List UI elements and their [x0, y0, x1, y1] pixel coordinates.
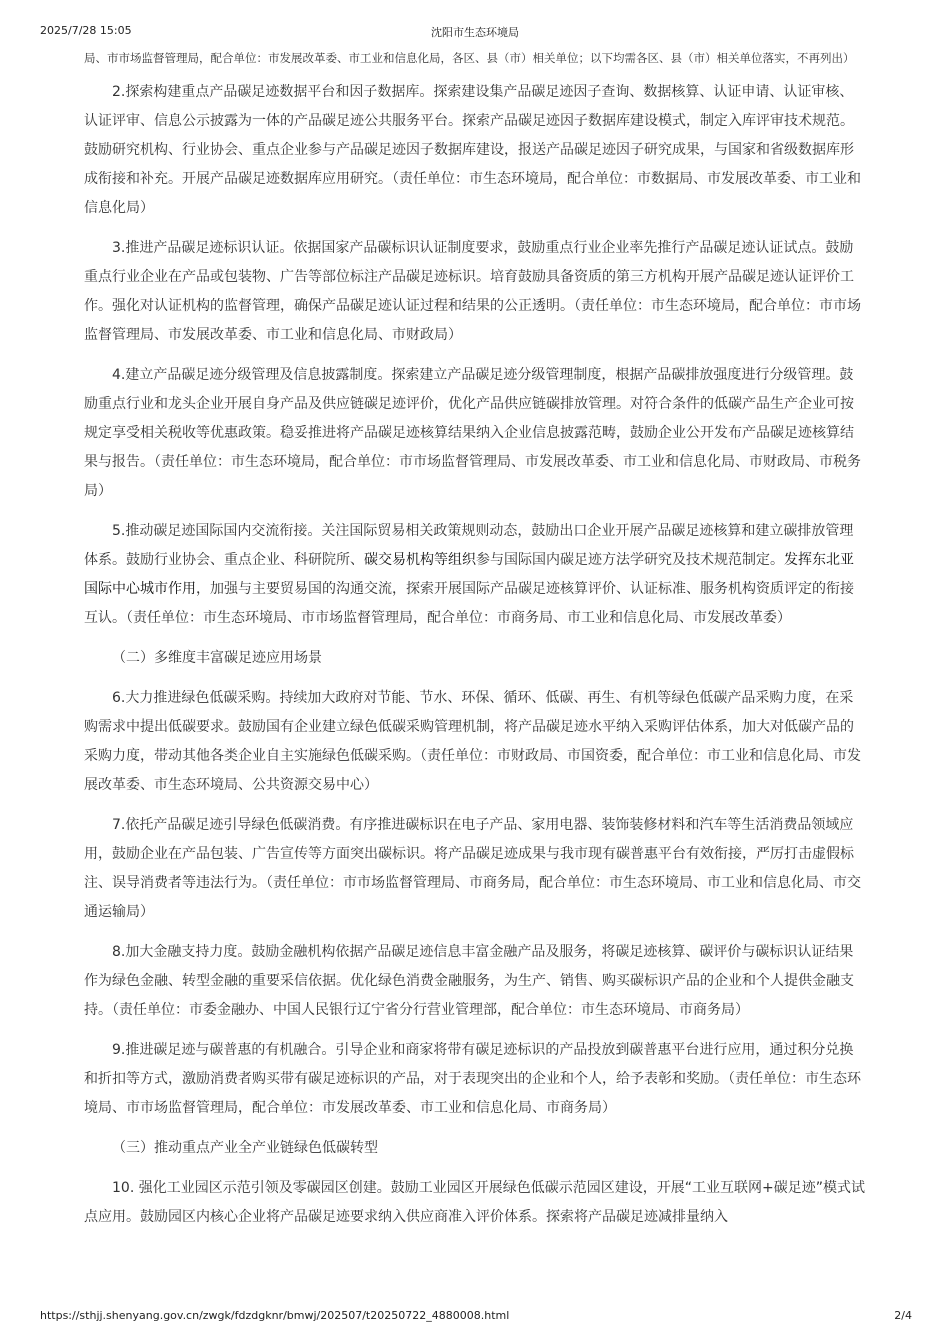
- document-body: [84, 46, 866, 1243]
- item-4: 4.建立产品碳足迹分级管理及信息披露制度。探索建立产品碳足迹分级管理制度，根据产品碳排放强度进行分级管理。鼓励重点行业和龙头企业开展自身产品及供应链碳足迹评价，优化产品供应链碳排放管理。对符合条件的低碳产品生产企业可按规定享受相关税收等优惠政策。稳妥推进将产品碳足迹核算结果纳入企业信息披露范畴，鼓励企业公开发布产品碳足迹核算结果与报告。（责任单位：市生态环境局，配合单位：市市场监督管理局、市发展改革委、市工业和信息化局、市财政局、市税务局）: [84, 367, 861, 499]
- item-5-text-3: ，加强与主要贸易国的沟通交流，探索开展国际产品碳足迹核算评价、认证标准、服务机构资质评定的衔接互认。（责任单位：市生态环境局、市市场监督管理局，配合单位：市商务局、市工业和信息化局、市发展改革委）: [84, 581, 854, 626]
- item-5: [84, 517, 866, 633]
- item-8: 8.加大金融支持力度。鼓励金融机构依据产品碳足迹信息丰富金融产品及服务，将碳足迹核算、碳评价与碳标识认证结果作为绿色金融、转型金融的重要采信依据。优化绿色消费金融服务，为生产、销售、购买碳标识产品的企业和个人提供金融支持。（责任单位：市委金融办、中国人民银行辽宁省分行营业管理部，配合单位：市生态环境局、市商务局）: [84, 944, 854, 1018]
- item-3: 3.推进产品碳足迹标识认证。依据国家产品碳标识认证制度要求，鼓励重点行业企业率先推行产品碳足迹认证试点。鼓励重点行业企业在产品或包装物、广告等部位标注产品碳足迹标识。培育鼓励具备资质的第三方机构开展产品碳足迹认证评价工作。强化对认证机构的监督管理，确保产品碳足迹认证过程和结果的公正透明。（责任单位：市生态环境局，配合单位：市市场监督管理局、市发展改革委、市工业和信息化局、市财政局）: [84, 240, 861, 343]
- item-5-text-2: 参与国际国内碳足迹方法学研究及技术规范制定。: [476, 552, 784, 568]
- item-9: 9.推进碳足迹与碳普惠的有机融合。引导企业和商家将带有碳足迹标识的产品投放到碳普惠平台进行应用，通过积分兑换和折扣等方式，激励消费者购买带有碳足迹标识的产品，对于表现突出的企业和个人，给予表彰和奖励。（责任单位：市生态环境局、市市场监督管理局，配合单位：市发展改革委、市工业和信息化局、市商务局）: [84, 1042, 861, 1116]
- item-10: 10. 强化工业园区示范引领及零碳园区创建。鼓励工业园区开展绿色低碳示范园区建设，开展“工业互联网+碳足迹”模式试点应用。鼓励园区内核心企业将产品碳足迹要求纳入供应商准入评价体系。探索将产品碳足迹减排量纳入: [84, 1180, 865, 1225]
- item-2: 2.探索构建重点产品碳足迹数据平台和因子数据库。探索建设集产品碳足迹因子查询、数据核算、认证申请、认证审核、认证评审、信息公示披露为一体的产品碳足迹公共服务平台。探索产品碳足迹因子数据库建设模式，制定入库评审技术规范。鼓励研究机构、行业协会、重点企业参与产品碳足迹因子数据库建设，报送产品碳足迹因子研究成果，与国家和省级数据库形成衔接和补充。开展产品碳足迹数据库应用研究。（责任单位：市生态环境局，配合单位：市数据局、市发展改革委、市工业和信息化局）: [84, 84, 861, 216]
- section-2-heading: （二）多维度丰富碳足迹应用场景: [112, 650, 322, 666]
- item-7: 7.依托产品碳足迹引导绿色低碳消费。有序推进碳标识在电子产品、家用电器、装饰装修材料和汽车等生活消费品领域应用，鼓励企业在产品包装、广告宣传等方面突出碳标识。将产品碳足迹成果与我市现有碳普惠平台有效衔接，严厉打击虚假标注、误导消费者等违法行为。（责任单位：市市场监督管理局、市商务局，配合单位：市生态环境局、市工业和信息化局、市交通运输局）: [84, 817, 861, 920]
- page-url[interactable]: https://sthjj.shenyang.gov.cn/zwgk/fdzdgknr/bmwj/202507/t20250722_4880008.html: [40, 1309, 510, 1322]
- intro-fragment: 局、市市场监督管理局，配合单位：市发展改革委、市工业和信息化局，各区、县（市）相关单位；以下均需各区、县（市）相关单位落实，不再列出）: [84, 51, 855, 65]
- item-5-text-1: 5.推动碳足迹国际国内交流衔接。关注国际贸易相关政策规则动态，鼓励出口企业开展产品碳足迹核算和建立碳排放管理体系。鼓励行业协会、重点企业、科研院所、: [84, 523, 854, 568]
- section-3-heading: （三）推动重点产业全产业链绿色低碳转型: [112, 1140, 378, 1156]
- page-title: 沈阳市生态环境局: [431, 26, 519, 39]
- item-5-link-carbon-trading[interactable]: 碳交易机构等组织: [364, 552, 476, 568]
- print-datetime: 2025/7/28 15:05: [40, 24, 132, 37]
- item-6: 6.大力推进绿色低碳采购。持续加大政府对节能、节水、环保、循环、低碳、再生、有机等绿色低碳产品采购力度，在采购需求中提出低碳要求。鼓励国有企业建立绿色低碳采购管理机制，将产品碳足迹水平纳入采购评估体系，加大对低碳产品的采购力度，带动其他各类企业自主实施绿色低碳采购。（责任单位：市财政局、市国资委，配合单位：市工业和信息化局、市发展改革委、市生态环境局、公共资源交易中心）: [84, 690, 861, 793]
- item-5-link-northeast-asia[interactable]: 发挥东北亚国际中心城市作用: [84, 552, 854, 597]
- page-number: 2/4: [894, 1309, 912, 1322]
